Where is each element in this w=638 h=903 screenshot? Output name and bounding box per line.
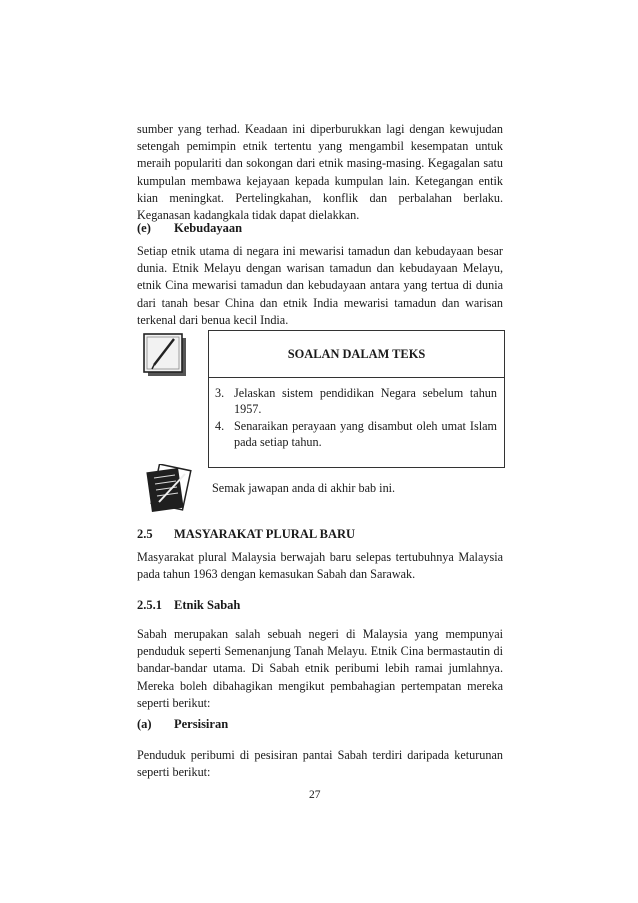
question-box xyxy=(208,330,505,468)
heading-number: 2.5.1 xyxy=(137,598,162,612)
question-number: 3. xyxy=(215,386,225,400)
heading-number: 2.5 xyxy=(137,527,153,541)
heading-title: Kebudayaan xyxy=(174,221,243,235)
notepad-pencil-icon xyxy=(140,331,192,386)
question-number: 4. xyxy=(215,419,225,433)
heading-persisiran xyxy=(137,717,228,732)
question-item xyxy=(215,419,497,450)
question-list xyxy=(215,386,497,452)
heading-number: (a) xyxy=(137,717,152,731)
heading-etnik-sabah xyxy=(137,598,240,613)
paragraph-persisiran: Penduduk peribumi di pesisiran pantai Sabah terdiri daripada keturunan seperti berikut: xyxy=(137,748,503,780)
paragraph-etnik-sabah: Sabah merupakan salah sebuah negeri di Malaysia yang mempunyai penduduk seperti Semenanjung Tanah Melayu. Etnik Cina bermastautin di bandar-bandar utama. Di Sabah etnik peribumi lebih ramai jumlahnya. Mereka boleh dibahagikan mengikut pembahagian pertempatan mereka seperti berikut: xyxy=(137,627,503,710)
heading-title: MASYARAKAT PLURAL BARU xyxy=(174,527,356,541)
paragraph-masyarakat-plural: Masyarakat plural Malaysia berwajah baru selepas tertubuhnya Malaysia pada tahun 1963 dengan kemasukan Sabah dan Sarawak. xyxy=(137,550,503,582)
question-box-title: SOALAN DALAM TEKS xyxy=(209,331,504,378)
heading-kebudayaan xyxy=(137,221,242,236)
heading-masyarakat-plural-baru xyxy=(137,527,355,542)
heading-number: (e) xyxy=(137,221,151,235)
page-number: 27 xyxy=(309,789,321,801)
question-text: Jelaskan sistem pendidikan Negara sebelum tahun 1957. xyxy=(234,386,497,416)
heading-title: Etnik Sabah xyxy=(174,598,241,612)
question-item xyxy=(215,386,497,417)
paragraph-kebudayaan: Setiap etnik utama di negara ini mewarisi tamadun dan kebudayaan besar dunia. Etnik Melayu dengan warisan tamadun dan kebudayaan Melayu, etnik Cina mewarisi tamadun dan kebudayaan antara yang tertua di dunia dari tanah besar China dan etnik India mewarisi tamadun dan warisan terkenal dari benua kecil India. xyxy=(137,244,503,327)
writing-hand-icon xyxy=(141,464,197,519)
heading-title: Persisiran xyxy=(174,717,229,731)
question-text: Senaraikan perayaan yang disambut oleh umat Islam pada setiap tahun. xyxy=(234,419,497,449)
paragraph-intro-continued: sumber yang terhad. Keadaan ini diperburukkan lagi dengan kewujudan setengah pemimpin etnik tertentu yang mengambil kesempatan untuk meraih populariti dan sokongan dari etnik masing-masing. Kegagalan satu kumpulan membawa kejayaan kepada kumpulan lain. Ketegangan entik kian meningkat. Pertelingkahan, konflik dan perbalahan berlaku. Keganasan kadangkala tidak dapat dielakkan. xyxy=(137,122,503,223)
answer-note: Semak jawapan anda di akhir bab ini. xyxy=(212,481,396,495)
